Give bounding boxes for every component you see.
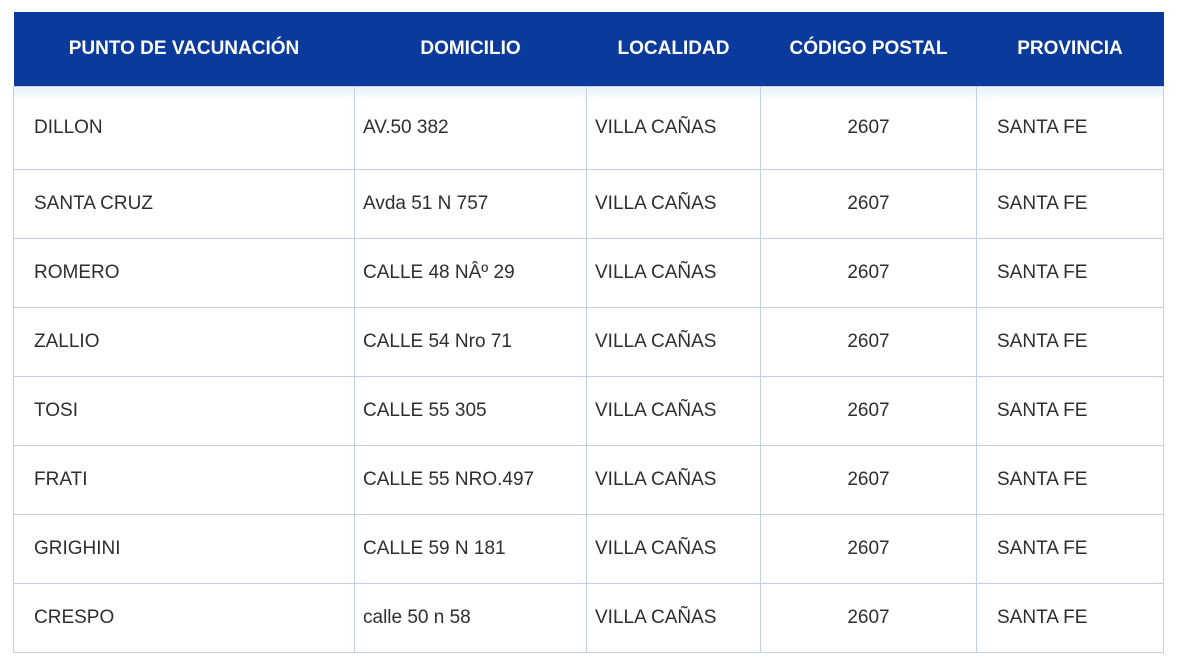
cell-domicilio: CALLE 48 NÂº 29 (355, 239, 587, 308)
cell-codigo-postal: 2607 (761, 170, 977, 239)
cell-provincia: SANTA FE (977, 446, 1164, 515)
cell-punto: ROMERO (14, 239, 355, 308)
cell-codigo-postal: 2607 (761, 446, 977, 515)
header-punto-de-vacunacion: PUNTO DE VACUNACIÓN (14, 12, 355, 87)
cell-domicilio: CALLE 55 NRO.497 (355, 446, 587, 515)
cell-domicilio: CALLE 54 Nro 71 (355, 308, 587, 377)
cell-provincia: SANTA FE (977, 170, 1164, 239)
cell-provincia: SANTA FE (977, 584, 1164, 653)
cell-codigo-postal: 2607 (761, 239, 977, 308)
cell-provincia: SANTA FE (977, 87, 1164, 170)
table-row (14, 584, 1164, 653)
cell-domicilio: AV.50 382 (355, 87, 587, 170)
table-header (14, 12, 1164, 87)
header-row (14, 12, 1164, 87)
cell-domicilio: CALLE 59 N 181 (355, 515, 587, 584)
header-localidad: LOCALIDAD (587, 12, 761, 87)
cell-provincia: SANTA FE (977, 308, 1164, 377)
vaccination-table-container (13, 12, 1163, 653)
cell-localidad: VILLA CAÑAS (587, 446, 761, 515)
cell-codigo-postal: 2607 (761, 308, 977, 377)
table-row (14, 170, 1164, 239)
header-codigo-postal: CÓDIGO POSTAL (761, 12, 977, 87)
table-body (14, 87, 1164, 653)
table-row (14, 377, 1164, 446)
cell-provincia: SANTA FE (977, 239, 1164, 308)
cell-punto: GRIGHINI (14, 515, 355, 584)
cell-punto: SANTA CRUZ (14, 170, 355, 239)
cell-punto: ZALLIO (14, 308, 355, 377)
cell-domicilio: calle 50 n 58 (355, 584, 587, 653)
table-row (14, 239, 1164, 308)
table-row (14, 87, 1164, 170)
cell-domicilio: CALLE 55 305 (355, 377, 587, 446)
cell-domicilio: Avda 51 N 757 (355, 170, 587, 239)
cell-punto: TOSI (14, 377, 355, 446)
table-row (14, 515, 1164, 584)
header-domicilio: DOMICILIO (355, 12, 587, 87)
vaccination-points-table (13, 12, 1164, 653)
cell-codigo-postal: 2607 (761, 515, 977, 584)
cell-localidad: VILLA CAÑAS (587, 515, 761, 584)
cell-localidad: VILLA CAÑAS (587, 377, 761, 446)
cell-codigo-postal: 2607 (761, 584, 977, 653)
cell-localidad: VILLA CAÑAS (587, 87, 761, 170)
header-provincia: PROVINCIA (977, 12, 1164, 87)
cell-codigo-postal: 2607 (761, 87, 977, 170)
cell-punto: FRATI (14, 446, 355, 515)
cell-localidad: VILLA CAÑAS (587, 308, 761, 377)
cell-codigo-postal: 2607 (761, 377, 977, 446)
cell-punto: DILLON (14, 87, 355, 170)
cell-localidad: VILLA CAÑAS (587, 239, 761, 308)
cell-provincia: SANTA FE (977, 377, 1164, 446)
cell-provincia: SANTA FE (977, 515, 1164, 584)
cell-localidad: VILLA CAÑAS (587, 584, 761, 653)
table-row (14, 308, 1164, 377)
table-row (14, 446, 1164, 515)
cell-localidad: VILLA CAÑAS (587, 170, 761, 239)
cell-punto: CRESPO (14, 584, 355, 653)
